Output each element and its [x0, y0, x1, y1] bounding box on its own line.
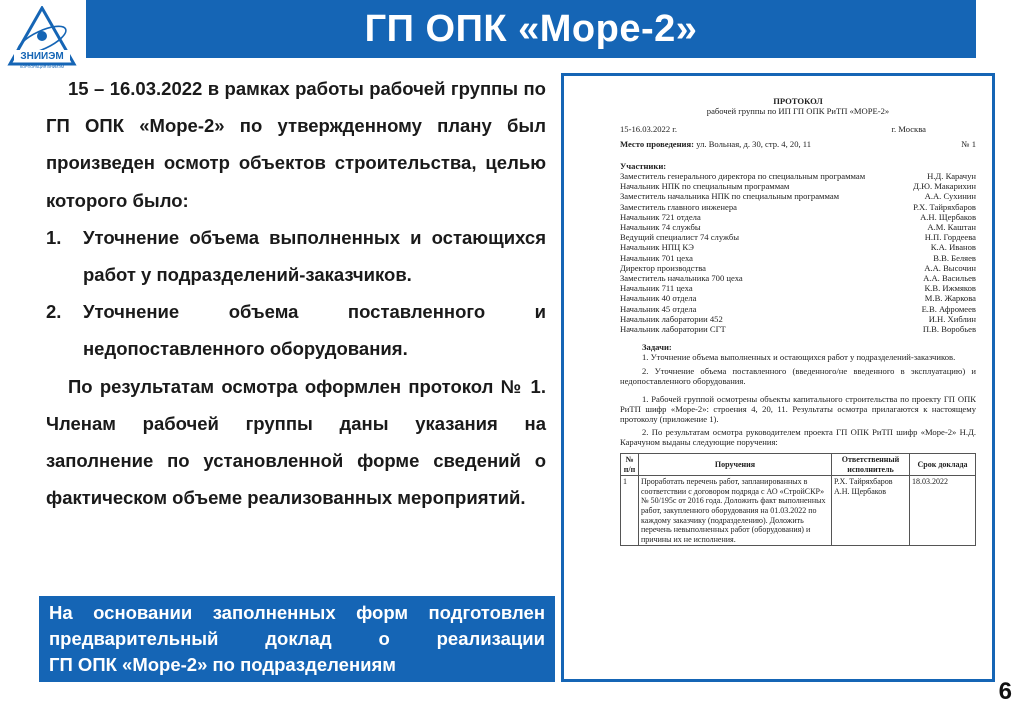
- tasks-label: Задачи:: [642, 342, 672, 353]
- protocol-place-row: [620, 139, 976, 149]
- protocol-title: ПРОТОКОЛ: [773, 96, 823, 106]
- intro-paragraph: 15 – 16.03.2022 в рамках работы рабочей группы по ГП ОПК «Море-2» по утвержденному плану был произведен осмотр объектов строительства, целью которого было:: [46, 78, 546, 211]
- list-item: [46, 219, 546, 293]
- participants-label: Участники:: [620, 160, 667, 171]
- protocol-meta: [620, 124, 976, 134]
- participant-name: А.М. Каштан: [927, 222, 976, 233]
- participant-name: В.В. Беляев: [933, 252, 976, 263]
- company-logo: [6, 6, 78, 72]
- participant-position: Начальник 74 службы: [620, 222, 701, 233]
- participant-position: Начальник 701 цеха: [620, 252, 693, 263]
- table-cell: 1: [621, 476, 639, 546]
- participant-row: [620, 273, 976, 283]
- summary-line: ГП ОПК «Море-2» по подразделениям: [49, 654, 396, 675]
- summary-line: предварительный доклад о реализации: [49, 628, 545, 649]
- participant-name: А.А. Сухинин: [924, 191, 976, 202]
- protocol-paragraph: 2. По результатам осмотра руководителем проекта ГП ОПК РиТП шифр «Море-2» Н.Д. Карачуном выданы следующие поручения:: [620, 426, 976, 447]
- participant-name: М.В. Жаркова: [924, 293, 976, 304]
- list-item: [46, 293, 546, 367]
- slide-title: ГП ОПК «Море-2»: [364, 7, 698, 50]
- logo-subtext: КОРПОРАЦИЯ ВНИИЭМ: [19, 65, 65, 69]
- protocol-city: г. Москва: [891, 124, 926, 135]
- participant-name: А.А. Высочин: [924, 262, 976, 273]
- participant-name: Н.Д. Карачун: [927, 171, 976, 182]
- main-text: [46, 70, 546, 516]
- result-paragraph: По результатам осмотра оформлен протокол № 1. Членам рабочей группы даны указания на заполнение по установленной форме сведений о фактическом объеме реализованных мероприятий.: [46, 375, 546, 509]
- participant-row: [620, 212, 976, 222]
- place-label: Место проведения:: [620, 138, 695, 149]
- participant-position: Начальник 711 цеха: [620, 283, 693, 294]
- page-number: 6: [998, 678, 1012, 705]
- table-row: [621, 476, 976, 546]
- table-header: Поручения: [639, 454, 832, 476]
- protocol-subtitle: рабочей группы по ИП ГП ОПК РиТП «МОРЕ-2»: [706, 106, 890, 117]
- participant-name: П.В. Воробьев: [922, 324, 976, 335]
- summary-box: [39, 596, 555, 682]
- participant-position: Начальник НПК по специальным программам: [620, 181, 790, 192]
- participant-row: [620, 293, 976, 303]
- list-number: 2.: [46, 301, 62, 323]
- participant-row: [620, 222, 976, 232]
- task-item: 2. Уточнение объема поставленного (введенного/не введенного в эксплуатацию) и недопоставленного оборудования.: [620, 365, 976, 386]
- participant-position: Заместитель главного инженера: [620, 201, 737, 212]
- participant-row: [620, 263, 976, 273]
- participant-row: [620, 314, 976, 324]
- protocol-number: № 1: [961, 138, 976, 149]
- participant-name: Н.П. Гордеева: [924, 232, 976, 243]
- task-item: 1. Уточнение объема выполненных и остающихся работ у подразделений-заказчиков.: [642, 352, 956, 363]
- place-value: ул. Вольная, д. 30, стр. 4, 20, 11: [696, 138, 812, 149]
- participant-position: Заместитель начальника НПК по специальным программам: [620, 191, 840, 202]
- summary-line: На основании заполненных форм подготовлен: [49, 602, 545, 623]
- participant-row: [620, 181, 976, 191]
- participant-position: Начальник лаборатории 452: [620, 313, 723, 324]
- table-cell: 18.03.2022: [910, 476, 976, 546]
- participant-position: Начальник НПЦ КЭ: [620, 242, 694, 253]
- participant-row: [620, 232, 976, 242]
- participant-position: Директор производства: [620, 262, 706, 273]
- participant-row: [620, 304, 976, 314]
- participant-name: Д.Ю. Макарихин: [913, 181, 976, 192]
- participant-name: Р.Х. Тайряхбаров: [913, 201, 976, 212]
- protocol-date: 15-16.03.2022 г.: [620, 124, 677, 135]
- table-header: Срок доклада: [910, 454, 976, 476]
- table-cell: Р.Х. Тайряхбаров А.Н. Щербаков: [832, 476, 910, 546]
- table-header: Ответственный исполнитель: [832, 454, 910, 476]
- participant-row: [620, 242, 976, 252]
- participant-position: Начальник 40 отдела: [620, 293, 697, 304]
- participant-name: Е.В. Афромеев: [921, 303, 976, 314]
- participant-row: [620, 202, 976, 212]
- participant-row: [620, 324, 976, 334]
- title-bar: [86, 0, 976, 58]
- table-header: № п/п: [621, 454, 639, 476]
- participant-row: [620, 253, 976, 263]
- participants-list: [620, 171, 976, 334]
- participant-name: И.Н. Хиблин: [928, 313, 976, 324]
- protocol-paragraph: 1. Рабочей группой осмотрены объекты капитального строительства по проекту ГП ОПК РиТП шифр «Море-2»: строения 4, 20, 11. Результаты осмотра прилагаются к настоящему протоколу (приложение 1).: [620, 394, 976, 425]
- participant-row: [620, 171, 976, 181]
- participant-position: Начальник лаборатории СГТ: [620, 324, 726, 335]
- list-number: 1.: [46, 226, 62, 248]
- table-cell: Проработать перечень работ, запланированных в соответствии с договором подряда с АО «СтройСКР» № 50/195с от 2016 года. Доложить факт выполненных работ, закупленного оборудования на 01.03.2022 по каждому заказчику (подразделению). Доложить перечень невыполненных работ (оборудования) и причины их не исполнения.: [639, 476, 832, 546]
- participant-name: А.А. Васильев: [923, 273, 976, 284]
- participant-row: [620, 191, 976, 201]
- protocol-document: [620, 96, 976, 546]
- participant-position: Начальник 721 отдела: [620, 211, 701, 222]
- participant-position: Ведущий специалист 74 службы: [620, 232, 739, 243]
- participant-name: К.В. Ижмяков: [924, 283, 976, 294]
- list-text: Уточнение объема выполненных и остающихся работ у подразделений-заказчиков.: [83, 226, 546, 286]
- logo-text: ЗНИИЭМ: [20, 51, 64, 62]
- orders-table: [620, 453, 976, 546]
- protocol-document-image: [561, 73, 995, 682]
- participant-position: Начальник 45 отдела: [620, 303, 697, 314]
- list-text: Уточнение объема поставленного и недопоставленного оборудования.: [83, 301, 546, 360]
- participant-name: К.А. Иванов: [930, 242, 976, 253]
- participant-name: А.Н. Щербаков: [920, 211, 976, 222]
- participant-row: [620, 283, 976, 293]
- participant-position: Заместитель начальника 700 цеха: [620, 273, 743, 284]
- participant-position: Заместитель генерального директора по специальным программам: [620, 171, 866, 182]
